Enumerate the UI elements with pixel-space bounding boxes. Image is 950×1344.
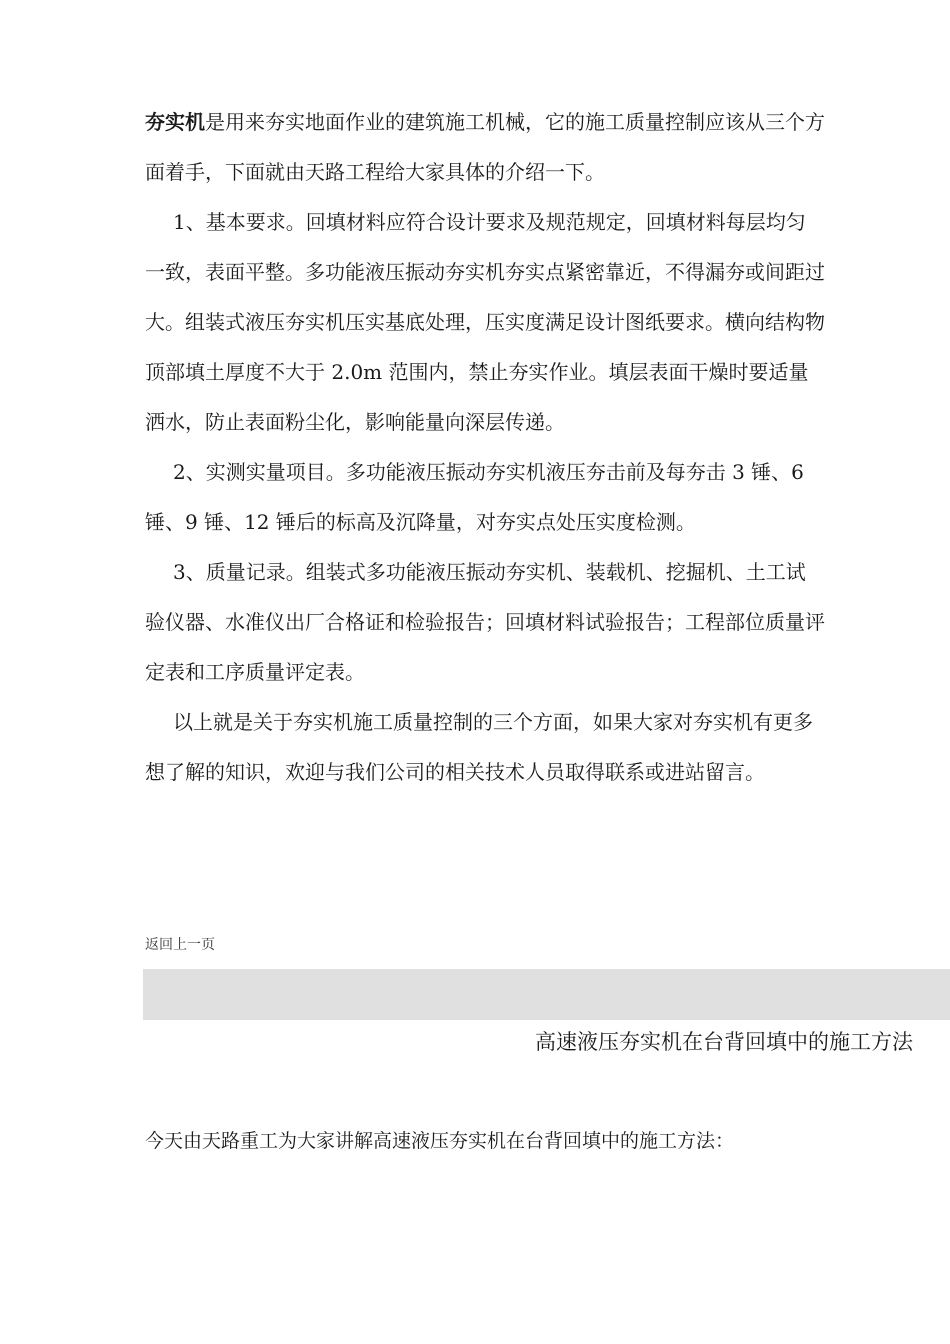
intro-text: 是用来夯实地面作业的建筑施工机械，它的施工质量控制应该从三个方面着手，下面就由天路工程给大家具体的介绍一下。 — [145, 110, 825, 184]
keyword-link[interactable]: 夯实机 — [145, 110, 205, 134]
paragraph-basic-requirements: 1、基本要求。回填材料应符合设计要求及规范规定，回填材料每层均匀一致，表面平整。多功能液压振动夯实机夯实点紧密靠近，不得漏夯或间距过大。组装式液压夯实机压实基底处理，压实度满足设计图纸要求。横向结构物顶部填土厚度不大于 2.0m 范围内，禁止夯实作业。填层表面干燥时要适量洒水，防止表面粉尘化，影响能量向深层传递。 — [145, 210, 825, 434]
next-article-title[interactable]: 高速液压夯实机在台背回填中的施工方法 — [535, 1030, 913, 1054]
paragraph-conclusion: 以上就是关于夯实机施工质量控制的三个方面，如果大家对夯实机有更多想了解的知识，欢迎与我们公司的相关技术人员取得联系或进站留言。 — [145, 710, 813, 784]
paragraph-quality-records: 3、质量记录。组装式多功能液压振动夯实机、装载机、挖掘机、土工试验仪器、水准仪出厂合格证和检验报告；回填材料试验报告；工程部位质量评定表和工序质量评定表。 — [145, 560, 825, 684]
article-intro — [145, 97, 825, 197]
next-article-intro: 今天由天路重工为大家讲解高速液压夯实机在台背回填中的施工方法： — [145, 1130, 735, 1152]
back-link[interactable]: 返回上一页 — [145, 937, 215, 953]
article-body — [145, 97, 825, 797]
paragraph-measured-items: 2、实测实量项目。多功能液压振动夯实机液压夯击前及每夯击 3 锤、6 锤、9 锤、12 锤后的标高及沉降量，对夯实点处压实度检测。 — [145, 460, 804, 534]
divider-bar — [143, 969, 950, 1020]
